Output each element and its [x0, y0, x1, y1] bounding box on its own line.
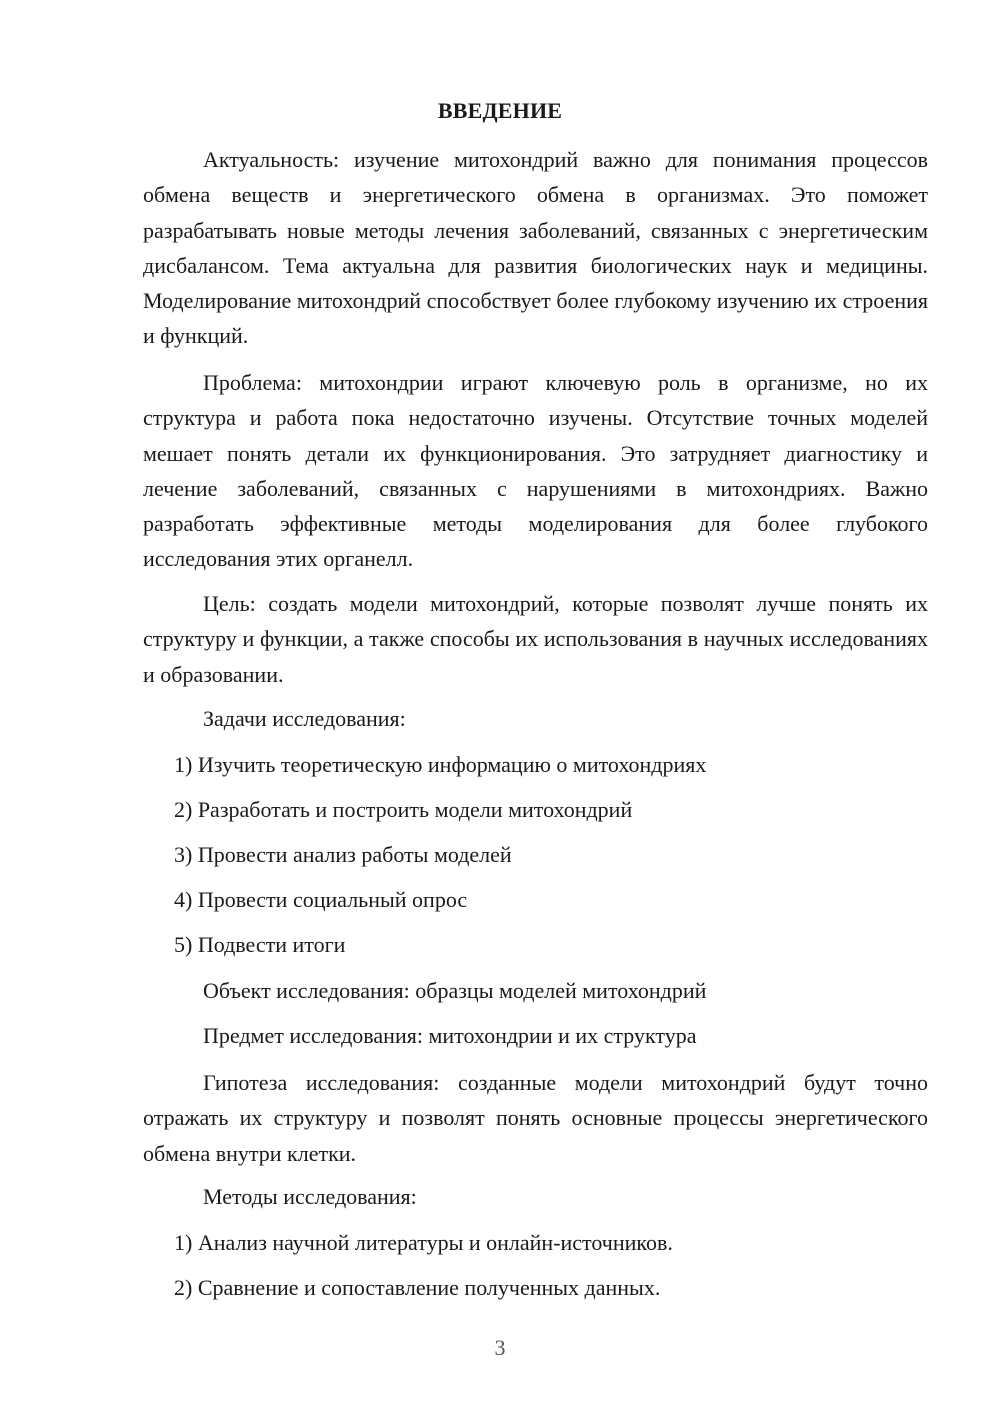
- method-item: 1) Анализ научной литературы и онлайн-источников.: [174, 1230, 673, 1255]
- task-item: 5) Подвести итоги: [174, 932, 346, 957]
- methods-heading: Методы исследования:: [203, 1184, 417, 1209]
- research-object: Объект исследования: образцы моделей митохондрий: [203, 978, 707, 1003]
- page-title: ВВЕДЕНИЕ: [437, 98, 563, 123]
- method-item: 2) Сравнение и сопоставление полученных данных.: [174, 1275, 661, 1300]
- problem-paragraph: Проблема: митохондрии играют ключевую роль в организме, но их структура и работа пока недостаточно изучены. Отсутствие точных моделей мешает понять детали их функционирования. Это затрудняет диагностику и лечение заболеваний, связанных с нарушениями в митохондриях. Важно разработать эффективные методы моделирования для более глубокого исследования этих органелл.: [143, 370, 928, 572]
- task-item: 3) Провести анализ работы моделей: [174, 842, 512, 867]
- tasks-heading: Задачи исследования:: [203, 706, 406, 731]
- relevance-paragraph: Актуальность: изучение митохондрий важно для понимания процессов обмена веществ и энергетического обмена в организмах. Это поможет разрабатывать новые методы лечения заболеваний, связанных с энергетическим дисбалансом. Тема актуальна для развития биологических наук и медицины. Моделирование митохондрий способствует более глубокому изучению их строения и функций.: [143, 147, 928, 349]
- task-item: 2) Разработать и построить модели митохондрий: [174, 797, 633, 822]
- page-number: 3: [494, 1335, 506, 1360]
- task-item: 1) Изучить теоретическую информацию о митохондриях: [174, 752, 707, 777]
- research-subject: Предмет исследования: митохондрии и их структура: [203, 1023, 697, 1048]
- hypothesis-paragraph: Гипотеза исследования: созданные модели митохондрий будут точно отражать их структуру и позволят понять основные процессы энергетического обмена внутри клетки.: [143, 1070, 928, 1166]
- goal-paragraph: Цель: создать модели митохондрий, которые позволят лучше понять их структуру и функции, а также способы их использования в научных исследованиях и образовании.: [143, 591, 928, 687]
- task-item: 4) Провести социальный опрос: [174, 887, 468, 912]
